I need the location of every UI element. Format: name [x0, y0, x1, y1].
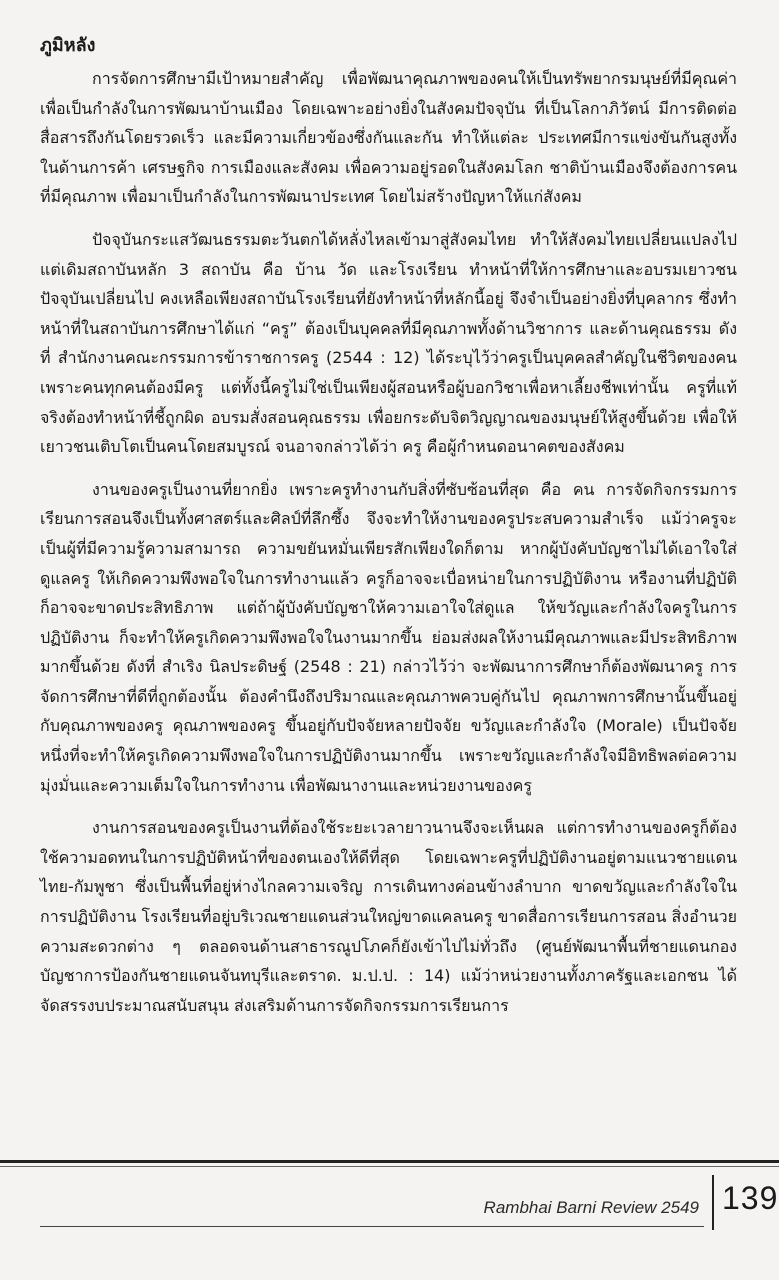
- footer-rule-thick: [0, 1160, 779, 1163]
- article-body: [40, 30, 737, 1033]
- journal-name: Rambhai Barni Review 2549: [483, 1198, 699, 1217]
- paragraph-4: งานการสอนของครูเป็นงานที่ต้องใช้ระยะเวลายาวนานจึงจะเห็นผล แต่การทำงานของครูก็ต้องใช้ความอดทนในการปฏิบัติหน้าที่ของตนเองให้ดีที่สุด โดยเฉพาะครูที่ปฏิบัติงานอยู่ตามแนวชายแดนไทย-กัมพูชา ซึ่งเป็นพื้นที่อยู่ห่างไกลความเจริญ การเดินทางค่อนข้างลำบาก ขาดขวัญและกำลังใจในการปฏิบัติงาน โรงเรียนที่อยู่บริเวณชายแดนส่วนใหญ่ขาดแคลนครู ขาดสื่อการเรียนการสอน สิ่งอำนวยความสะดวกต่าง ๆ ตลอดจนด้านสาธารณูปโภคก็ยังเข้าไปไม่ทั่วถึง (ศูนย์พัฒนาพื้นที่ชายแดนกองบัญชาการป้องกันชายแดนจันทบุรีและตราด. ม.ป.ป. : 14) แม้ว่าหน่วยงานทั้งภาครัฐและเอกชน ได้จัดสรรงบประมาณสนับสนุน ส่งเสริมด้านการจัดกิจกรรมการเรียนการ: [40, 818, 737, 1015]
- paragraph-3: งานของครูเป็นงานที่ยากยิ่ง เพราะครูทำงานกับสิ่งที่ซับซ้อนที่สุด คือ คน การจัดกิจกรรมการเรียนการสอนจึงเป็นทั้งศาสตร์และศิลป์ที่ลึกซึ้ง จึงจะทำให้งานของครูประสบความสำเร็จ แม้ว่าครูจะเป็นผู้ที่มีความรู้ความสามารถ ความขยันหมั่นเพียรสักเพียงใดก็ตาม หากผู้บังคับบัญชาไม่ได้เอาใจใส่ดูแลครู ให้เกิดความพึงพอใจในการทำงานแล้ว ครูก็อาจจะเบื่อหน่ายในการปฏิบัติงาน หรืองานที่ปฏิบัติก็อาจจะขาดประสิทธิภาพ แต่ถ้าผู้บังคับบัญชาให้ความเอาใจใส่ดูแล ให้ขวัญและกำลังใจครูในการปฏิบัติงาน ก็จะทำให้ครูเกิดความพึงพอใจในงานมากขึ้น ย่อมส่งผลให้งานมีคุณภาพและมีประสิทธิภาพมากขึ้นด้วย ดังที่ สำเริง นิลประดิษฐ์ (2548 : 21) กล่าวไว้ว่า จะพัฒนาการศึกษาก็ต้องพัฒนาครู การจัดการศึกษาที่ดีที่ถูกต้องนั้น ต้องคำนึงถึงปริมาณและคุณภาพควบคู่กันไป คุณภาพการศึกษานั้นขึ้นอยู่กับคุณภาพของครู คุณภาพของครู ขึ้นอยู่กับปัจจัยหลายปัจจัย ขวัญและกำลังใจ (Morale) เป็นปัจจัยหนึ่งที่จะทำให้ครูเกิดความพึงพอใจในการปฏิบัติงานมากขึ้น เพราะขวัญและกำลังใจมีอิทธิพลต่อความมุ่งมั่นและความเต็มใจในการทำงาน เพื่อพัฒนางานและหน่วยงานของครู: [40, 479, 737, 795]
- footer-underline: [40, 1226, 704, 1227]
- paragraph-2: ปัจจุบันกระแสวัฒนธรรมตะวันตกได้หลั่งไหลเข้ามาสู่สังคมไทย ทำให้สังคมไทยเปลี่ยนแปลงไป แต่เดิมสถาบันหลัก 3 สถาบัน คือ บ้าน วัด และโรงเรียน ทำหน้าที่ให้การศึกษาและอบรมเยาวชน ปัจจุบันเปลี่ยนไป คงเหลือเพียงสถาบันโรงเรียนที่ยังทำหน้าที่หลักนี้อยู่ จึงจำเป็นอย่างยิ่งที่บุคลากร ซึ่งทำหน้าที่ในสถาบันการศึกษาได้แก่ “ครู” ต้องเป็นบุคคลที่มีคุณภาพทั้งด้านวิชาการ และด้านคุณธรรม ดังที่ สำนักงานคณะกรรมการข้าราชการครู (2544 : 12) ได้ระบุไว้ว่าครูเป็นบุคคลสำคัญในชีวิตของคน เพราะคนทุกคนต้องมีครู แต่ทั้งนี้ครูไม่ใช่เป็นเพียงผู้สอนหรือผู้บอกวิชาเพื่อหาเลี้ยงชีพเท่านั้น ครูที่แท้จริงต้องทำหน้าที่ชี้ถูกผิด อบรมสั่งสอนคุณธรรม เพื่อยกระดับจิตวิญญาณของมนุษย์ให้สูงขึ้นด้วย เพื่อให้เยาวชนเติบโตเป็นคนโดยสมบูรณ์ จนอาจกล่าวได้ว่า ครู คือผู้กำหนดอนาคตของสังคม: [40, 229, 737, 457]
- section-heading: ภูมิหลัง: [40, 35, 96, 56]
- footer-rule-thin: [0, 1166, 779, 1167]
- page-number: 139: [722, 1180, 779, 1216]
- paragraph-1: การจัดการศึกษามีเป้าหมายสำคัญ เพื่อพัฒนาคุณภาพของคนให้เป็นทรัพยากรมนุษย์ที่มีคุณค่า เพื่อเป็นกำลังในการพัฒนาบ้านเมือง โดยเฉพาะอย่างยิ่งในสังคมปัจจุบัน ที่เป็นโลกาภิวัตน์ มีการติดต่อสื่อสารถึงกันโดยรวดเร็ว และมีความเกี่ยวข้องซึ่งกันและกัน ทำให้แต่ละ ประเทศมีการแข่งขันกันสูงทั้งในด้านการค้า เศรษฐกิจ การเมืองและสังคม เพื่อความอยู่รอดในสังคมโลก ชาติบ้านเมืองจึงต้องการคนที่มีคุณภาพ เพื่อมาเป็นกำลังในการพัฒนาประเทศ โดยไม่สร้างปัญหาให้แก่สังคม: [40, 69, 737, 207]
- footer-divider: [712, 1175, 714, 1230]
